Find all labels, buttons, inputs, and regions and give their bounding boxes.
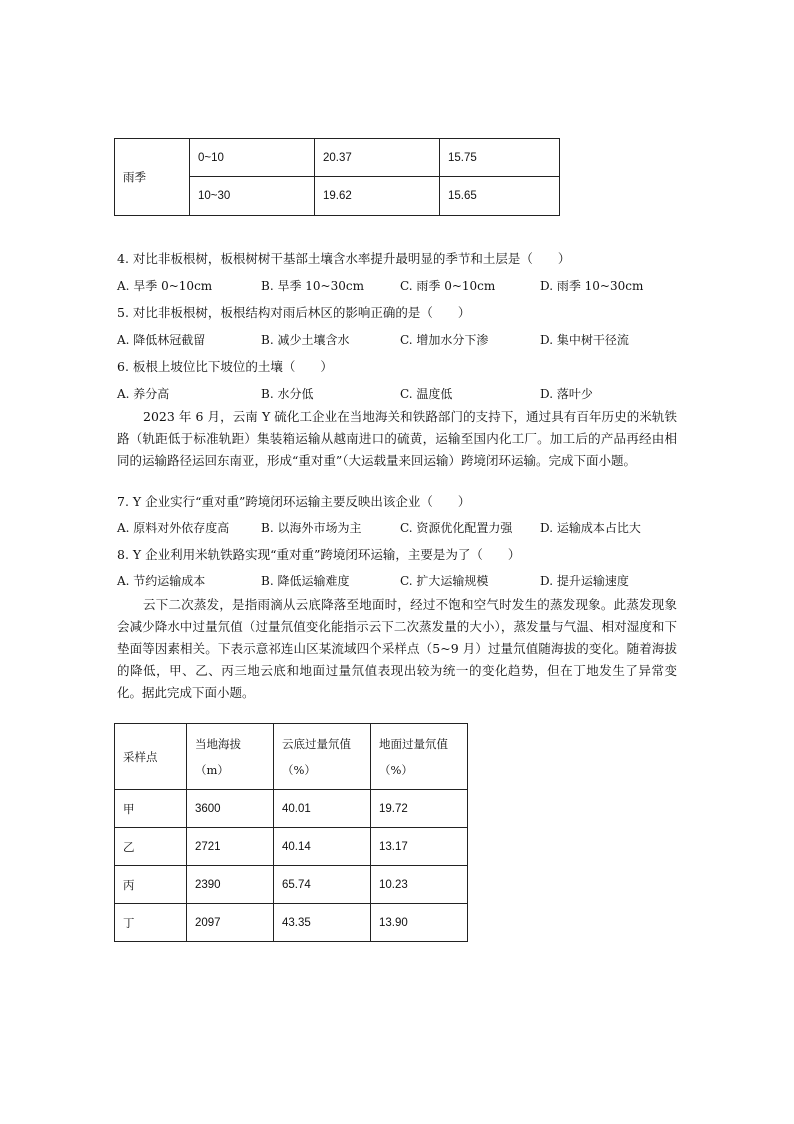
table-cell: 甲 [115, 790, 187, 828]
question-7-option-a[interactable]: A. 原料对外依存度高 [117, 521, 230, 535]
table-row [115, 828, 468, 866]
table-cell: 2097 [187, 904, 274, 942]
question-6-option-a[interactable]: A. 养分高 [117, 387, 170, 401]
table-cell: 3600 [187, 790, 274, 828]
table-group-label: 雨季 [115, 139, 190, 216]
question-6-option-c[interactable]: C. 温度低 [400, 387, 453, 401]
question-4-option-c[interactable]: C. 雨季 0~10cm [400, 279, 496, 293]
table-cell: 20.37 [315, 139, 440, 177]
question-8-option-d[interactable]: D. 提升运输速度 [540, 574, 629, 588]
table-cell: 15.65 [440, 177, 560, 216]
table-cell: 0~10 [190, 139, 315, 177]
table-cell: 2721 [187, 828, 274, 866]
table-row [115, 904, 468, 942]
question-7-option-d[interactable]: D. 运输成本占比大 [540, 521, 641, 535]
question-5-stem: 5. 对比非板根树，板根结构对雨后林区的影响正确的是（ ） [117, 305, 471, 320]
question-8-option-b[interactable]: B. 降低运输难度 [261, 574, 350, 588]
table-header-altitude: 当地海拔（m） [187, 724, 274, 790]
question-6-option-d[interactable]: D. 落叶少 [540, 387, 593, 401]
table-cell: 40.01 [274, 790, 371, 828]
table-cell: 15.75 [440, 139, 560, 177]
question-5-option-c[interactable]: C. 增加水分下渗 [400, 333, 489, 347]
question-4-option-a[interactable]: A. 旱季 0~10cm [117, 279, 213, 293]
table-row [115, 866, 468, 904]
question-7-option-b[interactable]: B. 以海外市场为主 [261, 521, 362, 535]
table-cell: 乙 [115, 828, 187, 866]
table-cell: 13.90 [371, 904, 468, 942]
question-4-stem: 4. 对比非板根树，板根树树干基部土壤含水率提升最明显的季节和土层是（ ） [117, 251, 571, 266]
question-6-option-b[interactable]: B. 水分低 [261, 387, 314, 401]
data-table-top [114, 138, 560, 216]
question-4-option-d[interactable]: D. 雨季 10~30cm [540, 279, 644, 293]
passage-railway: 2023 年 6 月，云南 Y 硫化工企业在当地海关和铁路部门的支持下，通过具有百年历史的米轨铁路（轨距低于标准轨距）集装箱运输从越南进口的硫黄，运输至国内化工厂。加工后的产品再经由相同的运输路径运回东南亚，形成“重对重”（大运载量来回运输）跨境闭环运输。完成下面小题。 [117, 409, 677, 468]
table-cell: 43.35 [274, 904, 371, 942]
table-cell: 10.23 [371, 866, 468, 904]
question-8-option-c[interactable]: C. 扩大运输规模 [400, 574, 489, 588]
question-7-option-c[interactable]: C. 资源优化配置力强 [400, 521, 513, 535]
question-7-stem: 7. Y 企业实行“重对重”跨境闭环运输主要反映出该企业（ ） [117, 494, 471, 509]
table-cell: 65.74 [274, 866, 371, 904]
question-8-stem: 8. Y 企业利用米轨铁路实现“重对重”跨境闭环运输，主要是为了（ ） [117, 547, 521, 562]
table-cell: 40.14 [274, 828, 371, 866]
table-cell: 19.62 [315, 177, 440, 216]
table-header-cloud-base: 云底过量氘值（%） [274, 724, 371, 790]
table-cell: 丁 [115, 904, 187, 942]
question-8-option-a[interactable]: A. 节约运输成本 [117, 574, 206, 588]
table-cell: 19.72 [371, 790, 468, 828]
passage-evaporation: 云下二次蒸发，是指雨滴从云底降落至地面时，经过不饱和空气时发生的蒸发现象。此蒸发现象会减少降水中过量氘值（过量氘值变化能指示云下二次蒸发量的大小），蒸发量与气温、相对湿度和下垫面等因素相关。下表示意祁连山区某流域四个采样点（5~9 月）过量氘值随海拔的变化。随着海拔的降低，甲、乙、丙三地云底和地面过量氘值表现出较为统一的变化趋势，但在丁地发生了异常变化。据此完成下面小题。 [117, 597, 677, 700]
question-5-option-b[interactable]: B. 减少土壤含水 [261, 333, 350, 347]
table-header-ground: 地面过量氘值（%） [371, 724, 468, 790]
question-4-option-b[interactable]: B. 旱季 10~30cm [261, 279, 364, 293]
table-row [115, 790, 468, 828]
table-cell: 2390 [187, 866, 274, 904]
table-cell: 10~30 [190, 177, 315, 216]
question-5-option-d[interactable]: D. 集中树干径流 [540, 333, 629, 347]
table-cell: 丙 [115, 866, 187, 904]
table-header-sample: 采样点 [115, 724, 187, 790]
table-cell: 13.17 [371, 828, 468, 866]
question-5-option-a[interactable]: A. 降低林冠截留 [117, 333, 206, 347]
question-6-stem: 6. 板根上坡位比下坡位的土壤（ ） [117, 359, 333, 374]
sampling-table [114, 723, 468, 942]
